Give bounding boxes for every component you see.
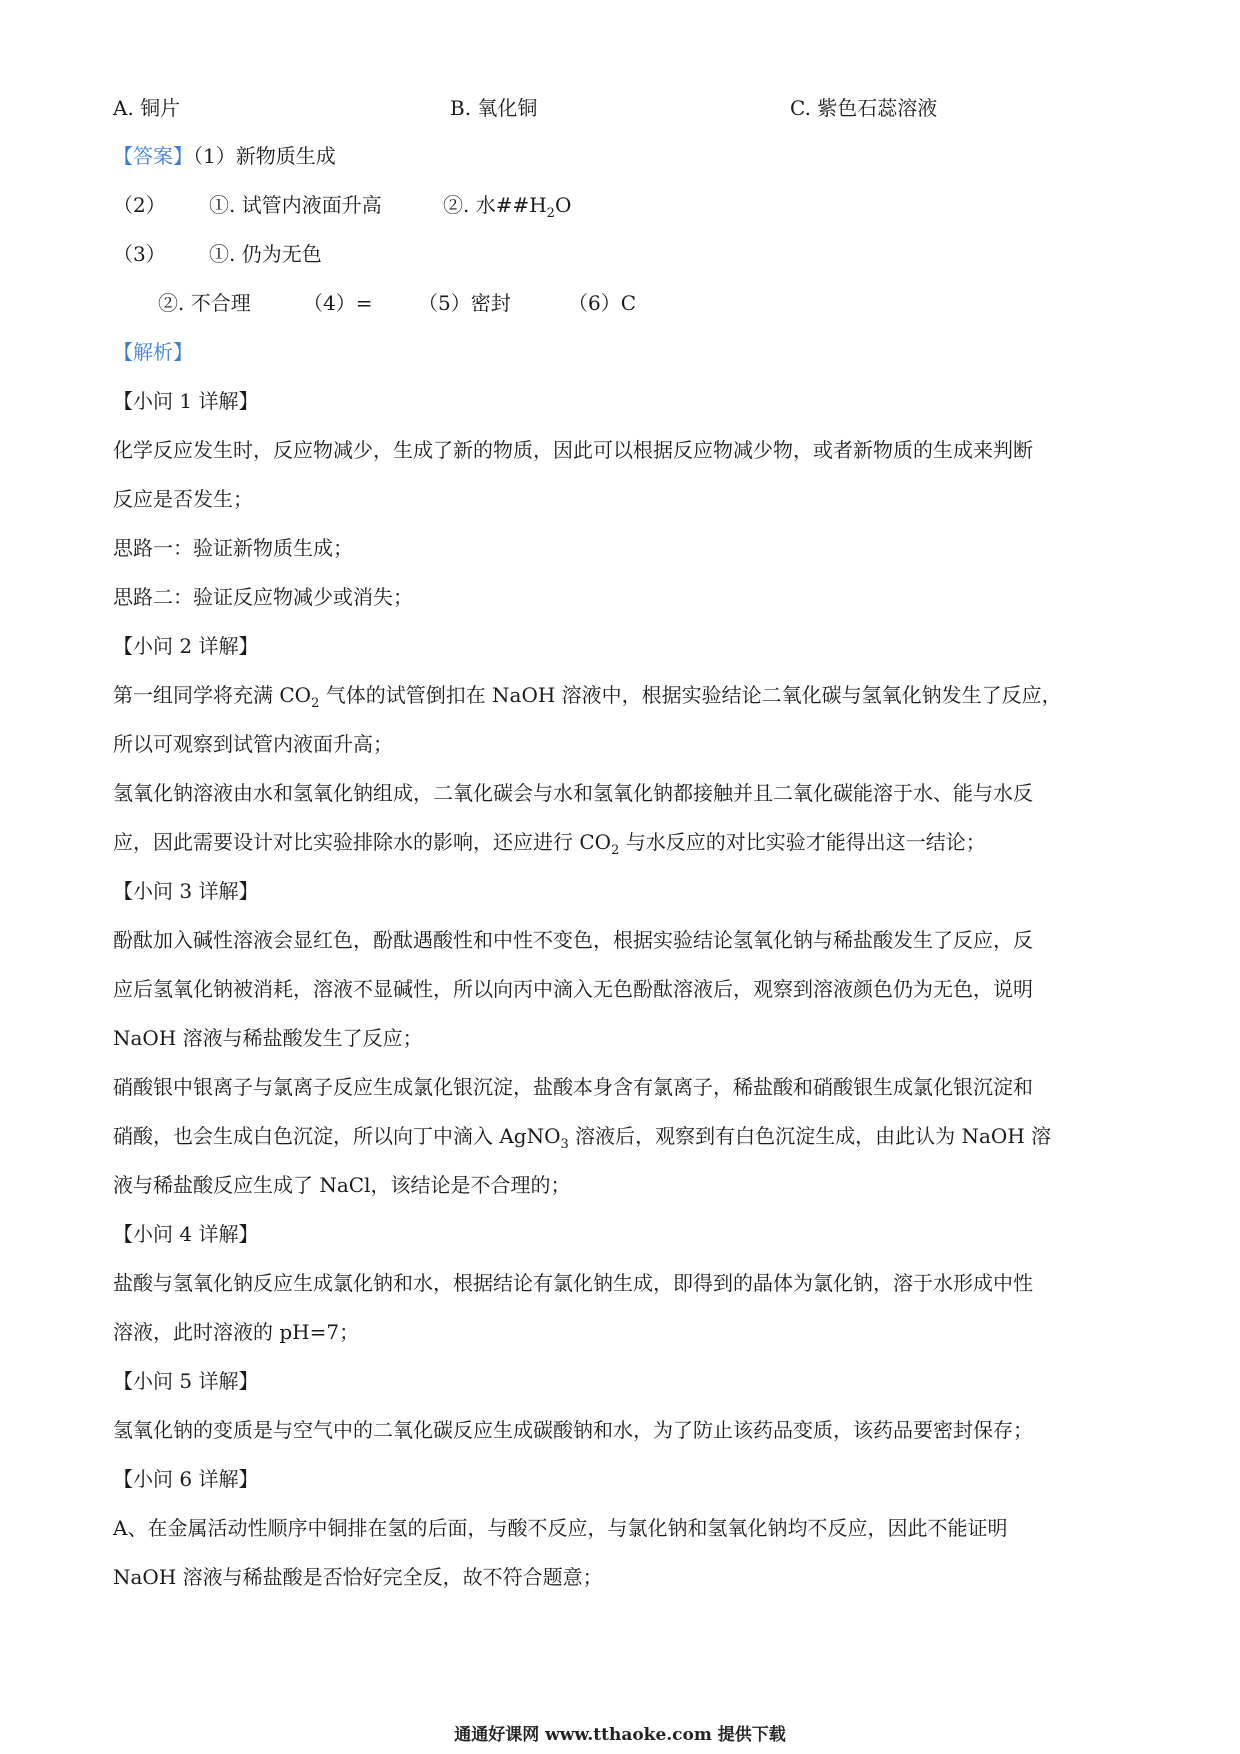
section-4-title: 【小问 4 详解】 <box>113 1222 259 1246</box>
answer-q2-b-suffix: O <box>554 193 572 217</box>
section-3-line-5-a: 硝酸，也会生成白色沉淀，所以向丁中滴入 AgNO <box>113 1124 561 1148</box>
section-4-line-1: 盐酸与氢氧化钠反应生成氯化钠和水，根据结论有氯化钠生成，即得到的晶体为氯化钠，溶于水形成中性 <box>113 1271 1033 1295</box>
answer-q2-a: ①. 试管内液面升高 <box>209 193 382 217</box>
section-1-line-2: 反应是否发生； <box>113 487 253 511</box>
section-3-line-3: NaOH 溶液与稀盐酸发生了反应； <box>113 1026 423 1050</box>
answer-q3-b: ②. 不合理 <box>158 291 251 315</box>
answer-q2-b-prefix: ②. 水##H <box>443 193 547 217</box>
section-2-line-2: 所以可观察到试管内液面升高； <box>113 732 393 756</box>
section-3-line-6: 液与稀盐酸反应生成了 NaCl，该结论是不合理的； <box>113 1173 571 1197</box>
section-2-line-3: 氢氧化钠溶液由水和氢氧化钠组成，二氧化碳会与水和氢氧化钠都接触并且二氧化碳能溶于水、能与水反 <box>113 781 1033 805</box>
answer-line-1 <box>113 142 1133 170</box>
section-5-line-1: 氢氧化钠的变质是与空气中的二氧化碳反应生成碳酸钠和水，为了防止该药品变质，该药品要密封保存； <box>113 1418 1033 1442</box>
section-2-line-4 <box>113 828 1133 856</box>
section-6-title: 【小问 6 详解】 <box>113 1467 259 1491</box>
section-3-line-1: 酚酞加入碱性溶液会显红色，酚酞遇酸性和中性不变色，根据实验结论氢氧化钠与稀盐酸发生了反应，反 <box>113 928 1033 952</box>
section-2-line-1-b: 气体的试管倒扣在 NaOH 溶液中，根据实验结论二氧化碳与氢氧化钠发生了反应， <box>319 683 1062 707</box>
section-4-line-2: 溶液，此时溶液的 pH=7； <box>113 1320 360 1344</box>
section-2-line-4-sub: 2 <box>611 843 620 858</box>
answer-tag: 【答案】 <box>113 144 193 168</box>
section-6-line-2: NaOH 溶液与稀盐酸是否恰好完全反，故不符合题意； <box>113 1565 603 1589</box>
answer-line-3 <box>113 240 1133 268</box>
option-a: A. 铜片 <box>113 96 181 120</box>
footer-source[interactable]: 通通好课网 www.tthaoke.com 提供下载 <box>454 1725 786 1745</box>
section-3-line-4: 硝酸银中银离子与氯离子反应生成氯化银沉淀，盐酸本身含有氯离子，稀盐酸和硝酸银生成氯化银沉淀和 <box>113 1075 1033 1099</box>
section-1-line-3: 思路一：验证新物质生成； <box>113 536 353 560</box>
section-1-title: 【小问 1 详解】 <box>113 389 259 413</box>
section-3-line-5-sub: 3 <box>560 1137 569 1152</box>
section-6-line-1: A、在金属活动性顺序中铜排在氢的后面，与酸不反应，与氯化钠和氢氧化钠均不反应，因此不能证明 <box>113 1516 1008 1540</box>
section-3-line-5 <box>113 1122 1133 1150</box>
section-2-line-4-a: 应，因此需要设计对比实验排除水的影响，还应进行 CO <box>113 830 612 854</box>
option-b: B. 氧化铜 <box>450 96 538 120</box>
answer-q5: （5）密封 <box>418 291 511 315</box>
answer-q6: （6）C <box>568 291 637 315</box>
section-3-title: 【小问 3 详解】 <box>113 879 259 903</box>
answer-line-2 <box>113 191 1133 219</box>
answer-q2-num: （2） <box>113 193 166 217</box>
section-2-line-1-a: 第一组同学将充满 CO <box>113 683 312 707</box>
answer-q2-b <box>443 191 571 219</box>
section-3-line-5-b: 溶液后，观察到有白色沉淀生成，由此认为 NaOH 溶 <box>568 1124 1052 1148</box>
analysis-tag: 【解析】 <box>113 340 193 364</box>
section-1-line-4: 思路二：验证反应物减少或消失； <box>113 585 413 609</box>
section-5-title: 【小问 5 详解】 <box>113 1369 259 1393</box>
choice-options <box>113 94 1133 122</box>
section-2-line-4-b: 与水反应的对比实验才能得出这一结论； <box>619 830 986 854</box>
answer-q3-a: ①. 仍为无色 <box>209 242 322 266</box>
section-2-line-1-sub: 2 <box>311 696 320 711</box>
answer-q2-b-sub: 2 <box>546 206 555 221</box>
answer-q3-num: （3） <box>113 242 166 266</box>
section-2-title: 【小问 2 详解】 <box>113 634 259 658</box>
section-1-line-1: 化学反应发生时，反应物减少，生成了新的物质，因此可以根据反应物减少物，或者新物质的生成来判断 <box>113 438 1033 462</box>
answer-q1: （1）新物质生成 <box>193 144 336 168</box>
section-2-line-1 <box>113 681 1133 709</box>
section-3-line-2: 应后氢氧化钠被消耗，溶液不显碱性，所以向丙中滴入无色酚酞溶液后，观察到溶液颜色仍为无色，说明 <box>113 977 1033 1001</box>
answer-q4: （4）= <box>303 291 373 315</box>
option-c: C. 紫色石蕊溶液 <box>790 96 938 120</box>
